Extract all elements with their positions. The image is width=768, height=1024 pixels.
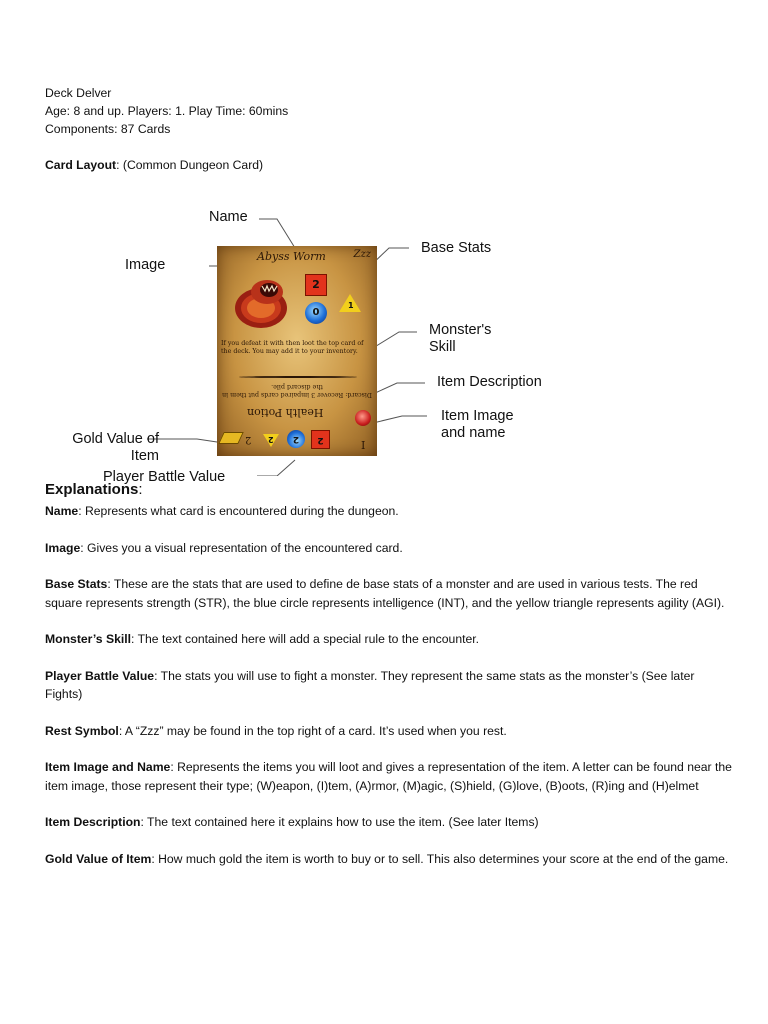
card-layout-value: : (Common Dungeon Card) [116,158,264,172]
card-monster-skill-text: If you defeat it with then loot the top card of the deck. You may add it to your inventory. [221,340,364,355]
callout-pbv-line [257,460,295,476]
label-gold-value: Gold Value of Item [72,431,159,464]
callout-name-line [259,219,295,248]
document-page [45,84,735,886]
expl-item: Item Description: The text contained here it explains how to use the item. (See later Items) [45,815,539,829]
expl-item: Item Image and Name: Represents the items you will loot and gives a representation of the item. A letter can be found near the item image, those represent their type; (W)eapon, (I)tem, (A)rmor, (M)agic, (S)hield, (G)love, (B)oots, (R)ing and (H)elmet [45,760,732,793]
label-player-battle-value: Player Battle Value [103,469,226,485]
game-meta: Age: 8 and up. Players: 1. Play Time: 60mins [45,104,289,118]
pbv-int-circle: 2 [287,430,305,448]
label-item-image-and-name: Item Image and name [441,408,514,441]
card-monster-name: Abyss Worm [257,250,326,263]
card-layout-line [45,156,735,174]
label-monsters-skill: Monster's Skill [429,322,492,355]
expl-item: Rest Symbol: A “Zzz” may be found in the top right of a card. It’s used when you rest. [45,723,507,738]
expl-item: Name: Represents what card is encountered during the dungeon. [45,504,399,518]
card-gold-value: 2 [245,434,252,445]
abyss-worm-image [231,274,293,332]
expl-item: Player Battle Value: The stats you will use to fight a monster. They represent the same stats as the monster’s (See later Fights) [45,668,695,701]
expl-item: Image: Gives you a visual representation of the encountered card. [45,540,403,555]
game-title: Deck Delver [45,86,112,100]
game-components: Components: 87 Cards [45,122,171,136]
label-image: Image [125,257,166,273]
callout-skill-line [373,332,417,348]
card-agi-value: 1 [348,301,354,310]
callout-item-image-line [373,416,427,423]
explanations-heading: Explanations: [45,481,143,498]
gold-bar-icon [218,432,244,444]
expl-item: Monster’s Skill: The text contained here will add a special rule to the encounter. [45,632,480,646]
card-item-type-letter: I [361,438,366,451]
expl-item: Base Stats: These are the stats that are used to define de base stats of a monster and are used in various tests. The red square represents strength (STR), the blue circle represents intelligence (INT), and the yellow triangle represents agility (AGI). [45,577,725,610]
card-item-description-text: Discard: Recover 3 impaired cards put them in the discard pile. [222,383,372,398]
card-str-square: 2 [305,274,327,296]
callout-item-desc-line [373,383,425,394]
expl-item: Gold Value of Item: How much gold the item is worth to buy or to sell. This also determines your score at the end of the game. [45,851,729,866]
card-item-name: Health Potion [247,406,324,419]
pbv-str-square: 2 [311,430,330,449]
card-layout-label: Card Layout [45,158,117,172]
card-int-circle: 0 [305,302,327,324]
card-rest-symbol: Zzz [353,249,371,260]
explanations-list [45,502,735,868]
dungeon-card [217,246,377,456]
card-layout-figure [37,176,597,485]
label-base-stats: Base Stats [421,240,492,256]
card-divider [239,376,357,378]
pbv-agi-value: 2 [268,435,274,444]
label-name: Name [209,209,248,225]
label-item-description: Item Description [437,374,542,390]
health-potion-icon [355,410,371,426]
